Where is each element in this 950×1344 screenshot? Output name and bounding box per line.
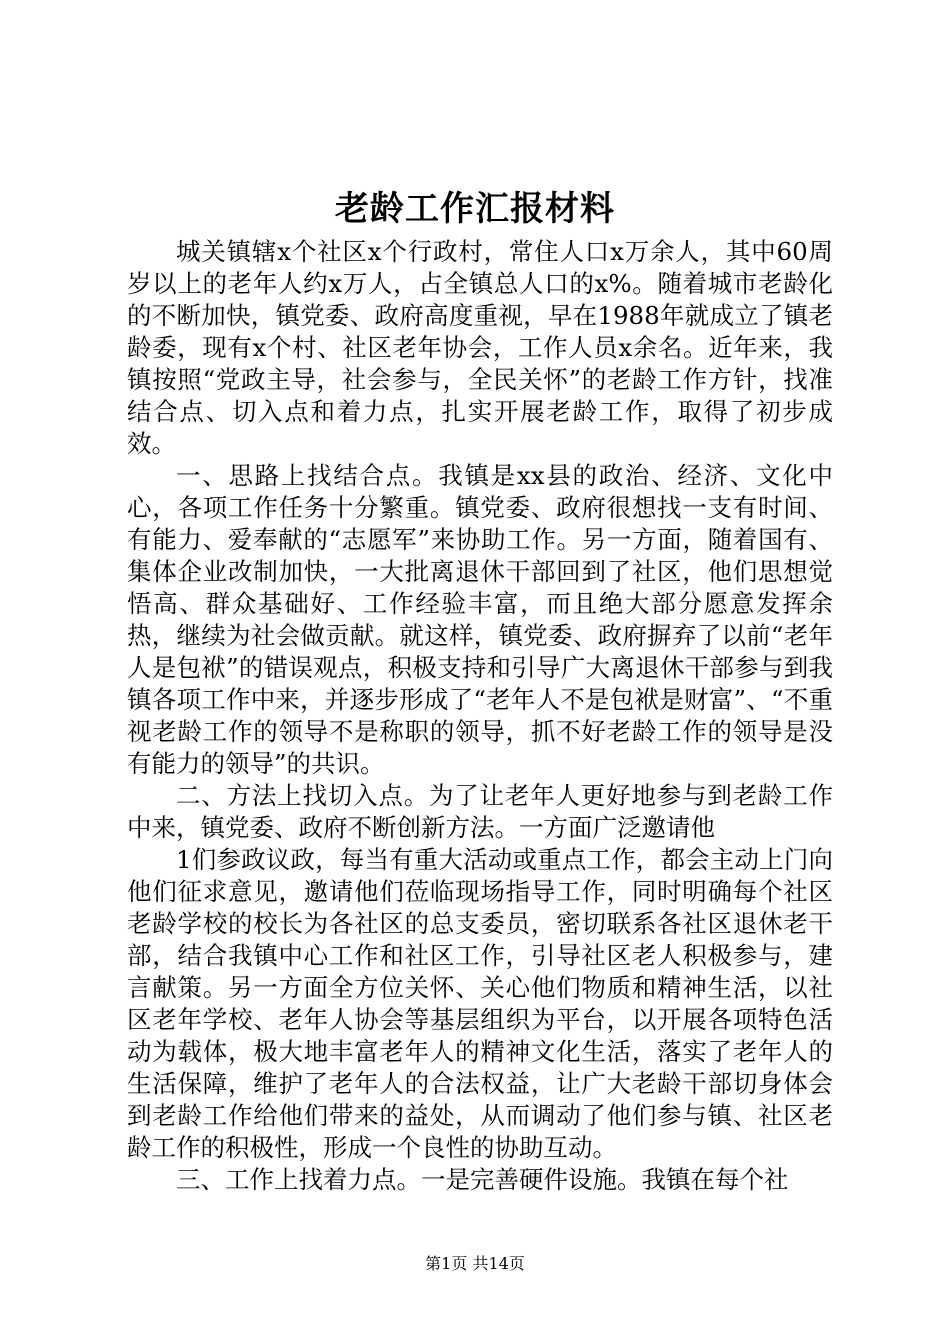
paragraph-section-3: 三、工作上找着力点。一是完善硬件设施。我镇在每个社	[176, 1165, 789, 1194]
paragraph-intro: 城关镇辖x个社区x个行政村，常住人口x万余人，其中60周岁以上的老年人约x万人，占全镇总人口的x%。随着城市老龄化的不断加快，镇党委、政府高度重视，早在1988年就成立了镇老龄委，现有x个村、社区老年协会，工作人员x余名。近年来，我镇按照“党政主导，社会参与，全民关怀”的老龄工作方针，找准结合点、切入点和着力点，扎实开展老龄工作，取得了初步成效。	[127, 237, 833, 458]
paragraph-section-2: 二、方法上找切入点。为了让老年人更好地参与到老龄工作中来，镇党委、政府不断创新方法。一方面广泛邀请他	[127, 781, 833, 842]
document-body	[127, 236, 833, 1196]
page-footer: 第1页 共14页	[425, 1254, 525, 1273]
paragraph-section-2-continued: 1们参政议政，每当有重大活动或重点工作，都会主动上门向他们征求意见，邀请他们莅临现场指导工作，同时明确每个社区老龄学校的校长为各社区的总支委员，密切联系各社区退休老干部，结合我镇中心工作和社区工作，引导社区老人积极参与，建言献策。另一方面全方位关怀、关心他们物质和精神生活，以社区老年学校、老年人协会等基层组织为平台，以开展各项特色活动为载体，极大地丰富老年人的精神文化生活，落实了老年人的生活保障，维护了老年人的合法权益，让广大老龄干部切身体会到老龄工作给他们带来的益处，从而调动了他们参与镇、社区老龄工作的积极性，形成一个良性的协助互动。	[127, 845, 833, 1162]
document-title: 老龄工作汇报材料	[335, 189, 615, 229]
paragraph-section-1: 一、思路上找结合点。我镇是xx县的政治、经济、文化中心，各项工作任务十分繁重。镇党委、政府很想找一支有时间、有能力、爱奉献的“志愿军”来协助工作。另一方面，随着国有、集体企业改制加快，一大批离退休干部回到了社区，他们思想觉悟高、群众基础好、工作经验丰富，而且绝大部分愿意发挥余热，继续为社会做贡献。就这样，镇党委、政府摒弃了以前“老年人是包袱”的错误观点，积极支持和引导广大离退休干部参与到我镇各项工作中来，并逐步形成了“老年人不是包袱是财富”、“不重视老龄工作的领导不是称职的领导，抓不好老龄工作的领导是没有能力的领导”的共识。	[127, 461, 833, 778]
